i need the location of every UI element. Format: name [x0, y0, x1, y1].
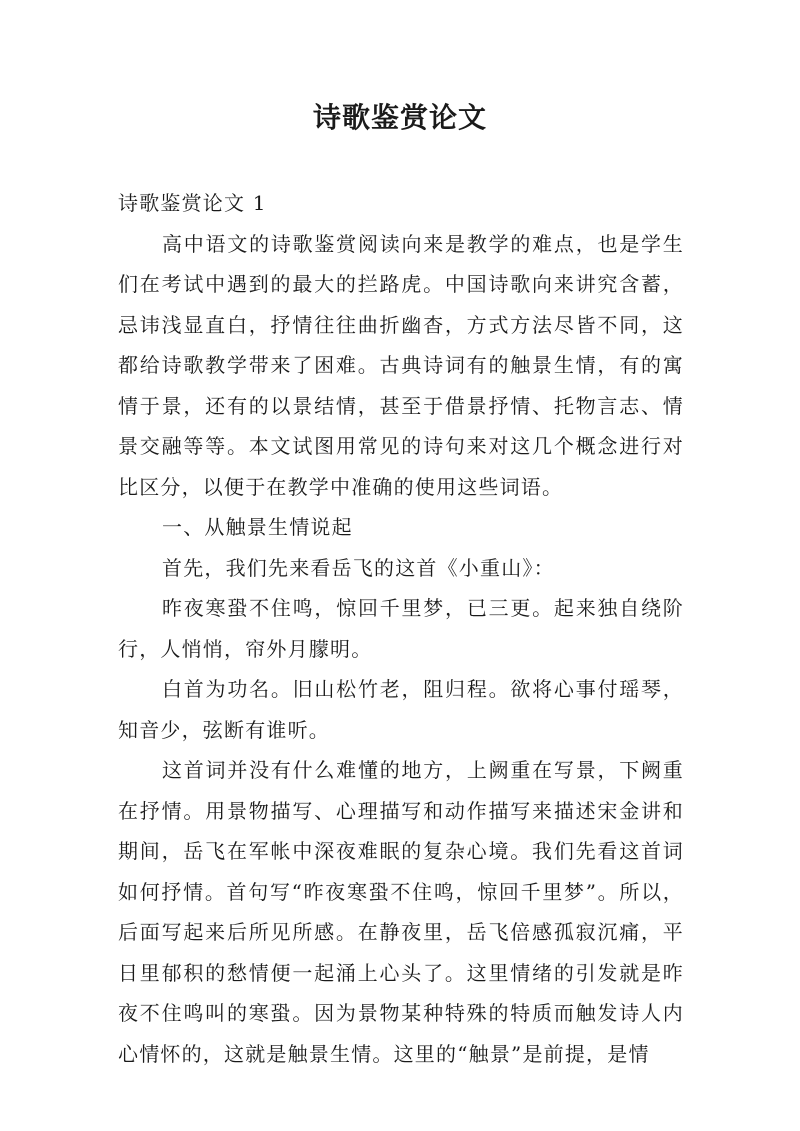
paragraph-poem-intro: 首先，我们先来看岳飞的这首《小重山》： — [162, 555, 555, 580]
poem-stanza-2: 白首为功名。旧山松竹老，阻归程。欲将心事付瑶琴，知音少，弦断有谁听。 — [118, 677, 684, 742]
poem-stanza-1: 昨夜寒蛩不住鸣，惊回千里梦，已三更。起来独自绕阶行，人悄悄，帘外月朦明。 — [118, 596, 684, 661]
document-title: 诗歌鉴赏论文 — [312, 101, 487, 134]
paragraph-analysis: 这首词并没有什么难懂的地方，上阙重在写景，下阙重在抒情。用景物描写、心理描写和动作描写来描述宋金讲和期间，岳飞在军帐中深夜难眠的复杂心境。我们先看这首词如何抒情。首句写“昨夜寒蛩不住鸣，惊回千里梦”。所以，后面写起来后所见所感。在静夜里，岳飞倍感孤寂沉痛，平日里郁积的愁情便一起涌上心头了。这里情绪的引发就是昨夜不住鸣叫的寒蛩。因为景物某种特殊的特质而触发诗人内心情怀的，这就是触景生情。这里的“触景”是前提，是情 — [118, 758, 684, 1066]
paragraph-intro: 高中语文的诗歌鉴赏阅读向来是教学的难点，也是学生们在考试中遇到的最大的拦路虎。中国诗歌向来讲究含蓄，忌讳浅显直白，抒情往往曲折幽杳，方式方法尽皆不同，这都给诗歌教学带来了困难。古典诗词有的触景生情，有的寓情于景，还有的以景结情，甚至于借景抒情、托物言志、情景交融等等。本文试图用常见的诗句来对这几个概念进行对比区分，以便于在教学中准确的使用这些词语。 — [118, 231, 684, 499]
section-heading: 诗歌鉴赏论文 1 — [118, 191, 267, 215]
document-body — [118, 183, 684, 1074]
subsection-heading: 一、从触景生情说起 — [162, 515, 353, 539]
